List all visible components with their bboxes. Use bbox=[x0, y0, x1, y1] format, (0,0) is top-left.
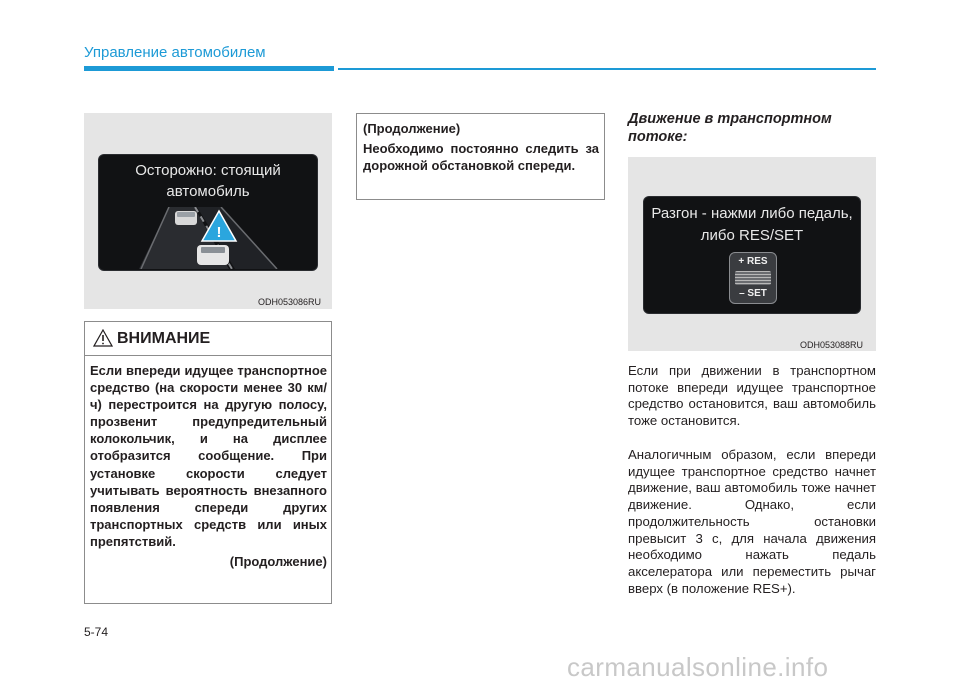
figure-code: ODH053086RU bbox=[258, 297, 322, 307]
switch-set-label: – SET bbox=[739, 288, 767, 299]
cluster-display bbox=[644, 197, 860, 313]
warning-continued: (Продолжение) bbox=[229, 554, 327, 570]
page-number: 5-74 bbox=[84, 625, 109, 639]
warning-title: ВНИМАНИЕ bbox=[117, 330, 211, 347]
res-set-switch bbox=[729, 252, 777, 304]
section-title: Движение в транспортном потоке: bbox=[628, 111, 832, 145]
warning-triangle-icon bbox=[93, 329, 113, 347]
stopped-car-warning-icon bbox=[139, 207, 279, 269]
cluster-display bbox=[99, 155, 317, 270]
warning-box bbox=[84, 321, 332, 604]
warning-header bbox=[85, 322, 331, 356]
body-paragraph: Аналогичным образом, если впереди идущее транспортное средство начнет движение, ваш автомобиль тоже начнет движение. Однако, если продолжительность остановки превысит 3 с, для начала движения необходимо нажать педаль акселератора или переместить рычаг вверх (в положение RES+). bbox=[628, 447, 876, 596]
figure-code: ODH053088RU bbox=[800, 340, 864, 350]
switch-grip bbox=[735, 271, 771, 285]
continuation-text: Необходимо постоянно следить за дорожной обстановкой спереди. bbox=[363, 141, 599, 173]
continuation-box bbox=[356, 113, 605, 200]
switch-res-label: + RES bbox=[738, 256, 768, 267]
body-paragraph: Если при движении в транспортном потоке впереди идущее транспортное средство остановится, ваш автомобиль тоже остановится. bbox=[628, 363, 876, 429]
warning-text: Если впереди идущее транспортное средство (на скорости менее 30 км/ч) перестроится на другую полосу, прозвенит предупредительный колокольчик, и на дисплее отобразится сообщение. При установке скорости следует учитывать вероятность внезапного появления спереди других транспортных средств или иных препятствий. bbox=[90, 363, 327, 549]
figure-resume-prompt bbox=[628, 157, 876, 351]
page-header-title: Управление автомобилем bbox=[84, 44, 266, 61]
continuation-heading: (Продолжение) bbox=[363, 121, 461, 136]
display-message: Осторожно: стоящий автомобиль bbox=[135, 162, 281, 200]
warning-text-block bbox=[90, 362, 327, 570]
header-rule-thin bbox=[338, 68, 876, 70]
header-rule-thick bbox=[84, 66, 334, 71]
display-message: Разгон - нажми либо педаль, либо RES/SET bbox=[651, 205, 853, 244]
watermark: carmanualsonline.info bbox=[567, 652, 829, 682]
svg-text:!: ! bbox=[216, 224, 222, 241]
figure-stopped-vehicle bbox=[84, 113, 332, 309]
